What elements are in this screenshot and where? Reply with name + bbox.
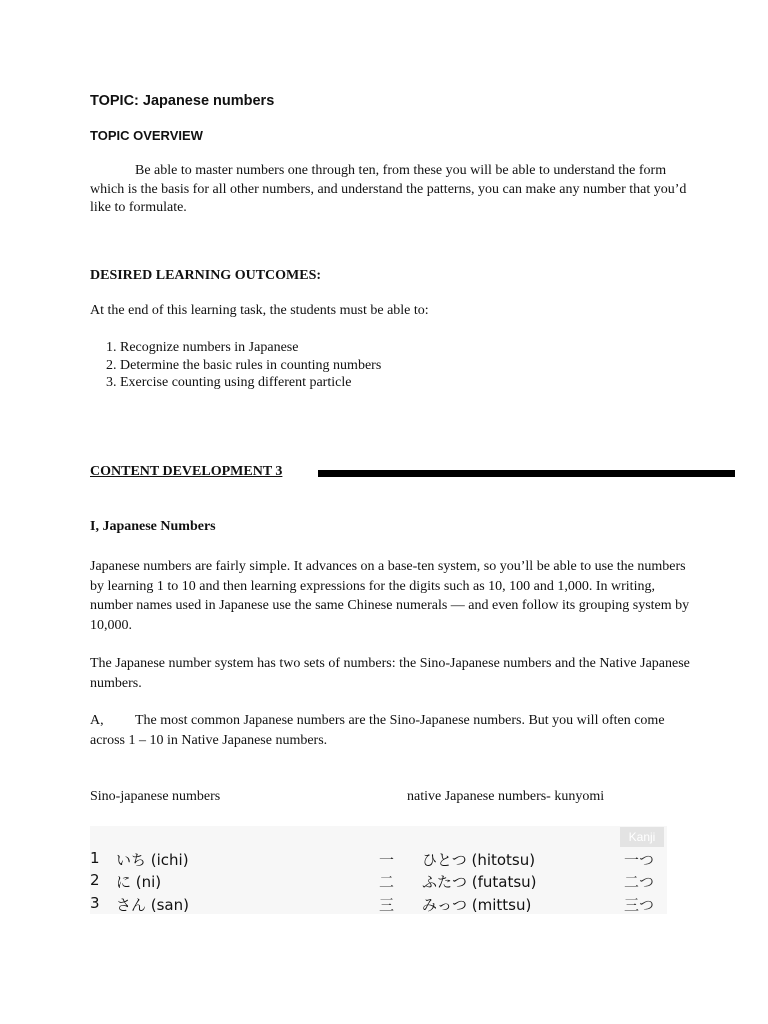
paragraph-marker: A,	[90, 713, 104, 728]
table-row	[90, 894, 667, 916]
list-item: 1. Recognize numbers in Japanese	[106, 340, 299, 355]
row-number: 1	[90, 849, 100, 867]
paragraph-systems: The Japanese number system has two sets of numbers: the Sino-Japanese numbers and the Native Japanese numbers.	[90, 656, 690, 691]
section-title: I, Japanese Numbers	[90, 519, 216, 534]
outcomes-list	[106, 339, 381, 392]
kanji-numeral: 三	[379, 896, 395, 914]
native-kanji: 二つ	[624, 873, 655, 891]
paragraph-common-text: The most common Japanese numbers are the Sino-Japanese numbers. But you will often come across 1 – 10 in Native Japanese numbers.	[90, 713, 665, 748]
paragraph-common	[90, 711, 690, 750]
paragraph-intro: Japanese numbers are fairly simple. It advances on a base-ten system, so you’ll be able to use the numbers by learning 1 to 10 and then learning expressions for the digits such as 10, 100 and 1,000. In writing, number names used in Japanese use the same Chinese numerals — and even follow its grouping system by 10,000.	[90, 559, 690, 633]
sino-reading: さん (san)	[116, 896, 189, 914]
kanji-numeral: 二	[379, 873, 395, 891]
overview-text: Be able to master numbers one through ten, from these you will be able to understand the form which is the basis for all other numbers, and understand the patterns, you can make any number that you’d like to formulate.	[90, 163, 687, 215]
native-reading: ひとつ (hitotsu)	[422, 851, 536, 869]
table-row	[90, 871, 667, 893]
outcomes-heading: DESIRED LEARNING OUTCOMES:	[90, 268, 322, 283]
row-number: 2	[90, 871, 100, 889]
sino-reading: いち (ichi)	[116, 851, 189, 869]
overview-paragraph	[90, 162, 690, 218]
content-development-heading: CONTENT DEVELOPMENT 3	[90, 464, 283, 479]
sino-reading: に (ni)	[116, 873, 162, 891]
row-number: 3	[90, 894, 100, 912]
kanji-column-header: Kanji	[620, 827, 664, 847]
overview-heading: TOPIC OVERVIEW	[90, 128, 203, 143]
table-row	[90, 849, 667, 871]
outcomes-lead: At the end of this learning task, the students must be able to:	[90, 303, 429, 318]
list-item: 3. Exercise counting using different particle	[106, 375, 352, 390]
native-kanji: 一つ	[624, 851, 655, 869]
native-reading: みっつ (mittsu)	[422, 896, 532, 914]
native-kanji: 三つ	[624, 896, 655, 914]
list-item: 2. Determine the basic rules in counting numbers	[106, 357, 382, 373]
native-reading: ふたつ (futatsu)	[422, 873, 537, 891]
kanji-numeral: 一	[379, 851, 395, 869]
topic-title: TOPIC: Japanese numbers	[90, 93, 275, 109]
heading-rule	[318, 470, 735, 477]
native-heading: native Japanese numbers- kunyomi	[407, 789, 605, 804]
sino-heading: Sino-japanese numbers	[90, 789, 221, 804]
